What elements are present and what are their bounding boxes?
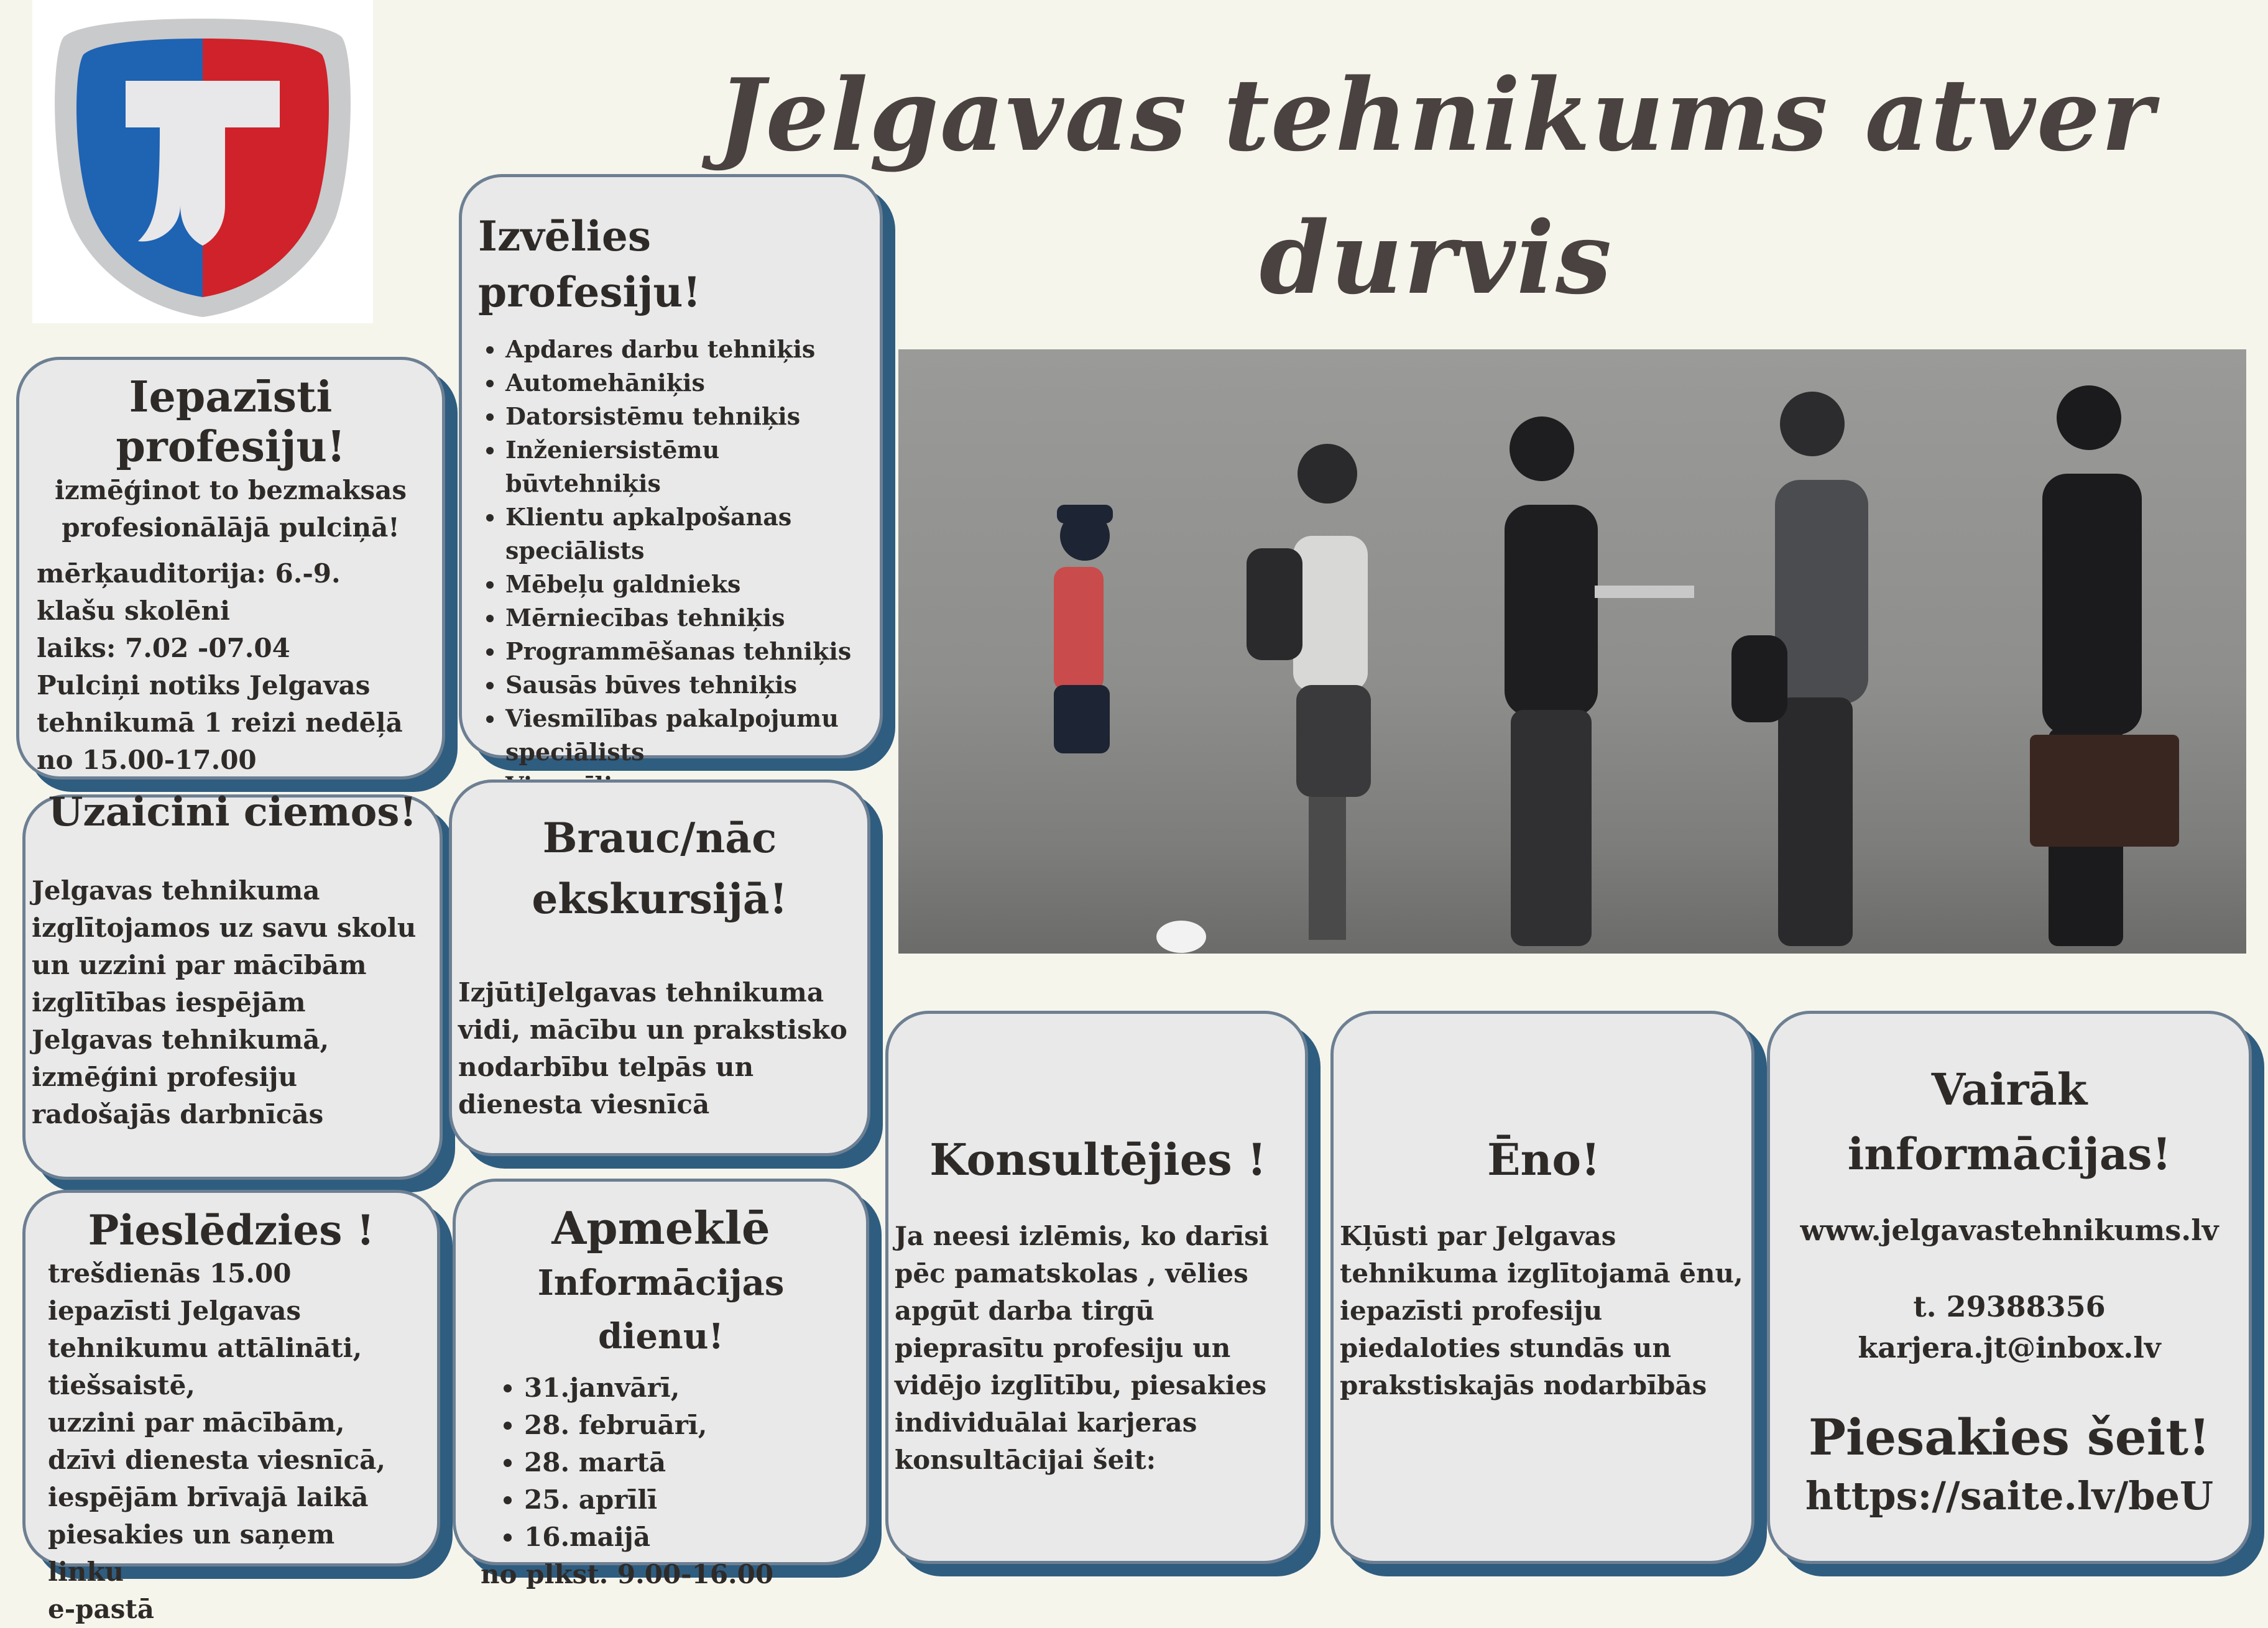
excursion-heading-2: ekskursijā! bbox=[532, 875, 788, 923]
profession-item: • Programmēšanas tehniķis bbox=[505, 635, 864, 668]
consult-heading: Konsultējies ! bbox=[929, 1134, 1266, 1185]
profession-item: • Automehāniķis bbox=[505, 366, 864, 400]
info-day-heading-1: Apmeklē bbox=[551, 1202, 770, 1254]
apply-link[interactable]: https://saite.lv/beU bbox=[1805, 1473, 2214, 1519]
info-day-date: • 16.maijā bbox=[524, 1519, 841, 1556]
shadow-text: Kļūsti par Jelgavas tehnikuma izglītojamā ēnu, iepazīsti profesiju piedaloties stundās un prakstiskajās nodarbībās bbox=[1340, 1221, 1743, 1400]
excursion-text: IzjūtiJelgavas tehnikuma vidi, mācību un prakstisko nodarbību telpās un dienesta viesnīcā bbox=[458, 977, 847, 1120]
details-text: Pulciņi notiks Jelgavas tehnikumā 1 reizi nedēļā no 15.00-17.00 bbox=[37, 670, 403, 775]
consult-card bbox=[885, 1011, 1308, 1564]
career-photo bbox=[898, 349, 2246, 954]
email-link[interactable]: karjera.jt@inbox.lv bbox=[1858, 1331, 2161, 1364]
excursion-heading bbox=[458, 807, 861, 929]
school-logo bbox=[32, 0, 373, 323]
connect-card bbox=[22, 1190, 440, 1624]
get-to-know-card bbox=[16, 357, 445, 780]
subtitle-line-2: profesionālājā pulciņā! bbox=[62, 512, 400, 543]
connect-heading: Pieslēdzies ! bbox=[88, 1206, 375, 1254]
get-to-know-heading: Iepazīsti profesiju! bbox=[116, 372, 346, 472]
invite-heading: Uzaicini ciemos! bbox=[48, 789, 417, 835]
more-info-heading bbox=[1782, 1057, 2236, 1187]
website-link[interactable]: www.jelgavastehnikums.lv bbox=[1800, 1213, 2219, 1247]
info-day-time: no plkst. 9.00-16.00 bbox=[481, 1559, 774, 1589]
choose-profession-card bbox=[459, 174, 883, 766]
get-to-know-subtitle bbox=[37, 472, 425, 546]
info-day-dates bbox=[481, 1369, 841, 1556]
info-day-card bbox=[453, 1179, 869, 1589]
shadow-heading: Ēno! bbox=[1487, 1134, 1600, 1185]
title-line-1: Jelgavas tehnikums atver durvis bbox=[717, 57, 2155, 316]
apply-heading: Piesakies šeit! bbox=[1808, 1408, 2211, 1466]
excursion-card bbox=[449, 780, 870, 1156]
profession-list bbox=[478, 333, 864, 803]
shadow-card bbox=[1330, 1011, 1754, 1564]
subtitle-line-1: izmēģinot to bezmaksas bbox=[54, 475, 407, 505]
info-day-date: • 28. martā bbox=[524, 1444, 841, 1481]
more-info-card bbox=[1767, 1011, 2252, 1564]
profession-item: • Viesmīlības pakalpojumu speciālists bbox=[505, 702, 864, 769]
consult-text: Ja neesi izlēmis, ko darīsi pēc pamatskolas , vēlies apgūt darba tirgū pieprasītu profesiju un vidējo izglītību, piesakies individuālai karjeras konsultācijai šeit: bbox=[895, 1221, 1269, 1475]
more-info-heading-2: informācijas! bbox=[1847, 1128, 2172, 1180]
profession-item: • Klientu apkalpošanas speciālists bbox=[505, 500, 864, 568]
profession-item: • Inženiersistēmu būvtehniķis bbox=[505, 433, 864, 500]
profession-item: • Datorsistēmu tehniķis bbox=[505, 400, 864, 433]
time-text: laiks: 7.02 -07.04 bbox=[37, 633, 290, 663]
connect-text-1: trešdienās 15.00 iepazīsti Jelgavas tehnikumu attālināti, tiešsaistē, bbox=[48, 1258, 362, 1400]
shield-logo-icon bbox=[32, 0, 373, 323]
connect-text-2: uzzini par mācībām, dzīvi dienesta viesnīcā, iespējām brīvajā laikā bbox=[48, 1407, 385, 1512]
profession-item: • Apdares darbu tehniķis bbox=[505, 333, 864, 366]
profession-item: • Mērniecības tehniķis bbox=[505, 601, 864, 635]
info-day-date: • 25. aprīlī bbox=[524, 1481, 841, 1519]
audience-text: mērķauditorija: 6.-9. klašu skolēni bbox=[37, 558, 341, 626]
phone-number: t. 29388356 bbox=[1913, 1290, 2106, 1323]
info-day-date: • 28. februārī, bbox=[524, 1407, 841, 1444]
people-silhouettes-icon bbox=[898, 349, 2246, 954]
profession-item: • Sausās būves tehniķis bbox=[505, 668, 864, 702]
info-day-heading-2: Informācijas dienu! bbox=[537, 1262, 785, 1357]
invite-card bbox=[22, 789, 443, 1180]
profession-item: • Mēbeļu galdnieks bbox=[505, 568, 864, 601]
connect-text-4: e-pastā bbox=[48, 1594, 154, 1624]
excursion-heading-1: Brauc/nāc bbox=[542, 814, 777, 862]
connect-text-3: piesakies un saņem linku bbox=[48, 1519, 335, 1587]
info-day-date: • 31.janvārī, bbox=[524, 1369, 841, 1407]
invite-text: Jelgavas tehnikuma izglītojamos uz savu skolu un uzzini par mācībām izglītības iespējām Jelgavas tehnikumā, izmēģini profesiju radošajās darbnīcās bbox=[32, 875, 417, 1129]
choose-profession-heading: Izvēlies profesiju! bbox=[478, 212, 701, 316]
more-info-heading-1: Vairāk bbox=[1931, 1064, 2088, 1115]
